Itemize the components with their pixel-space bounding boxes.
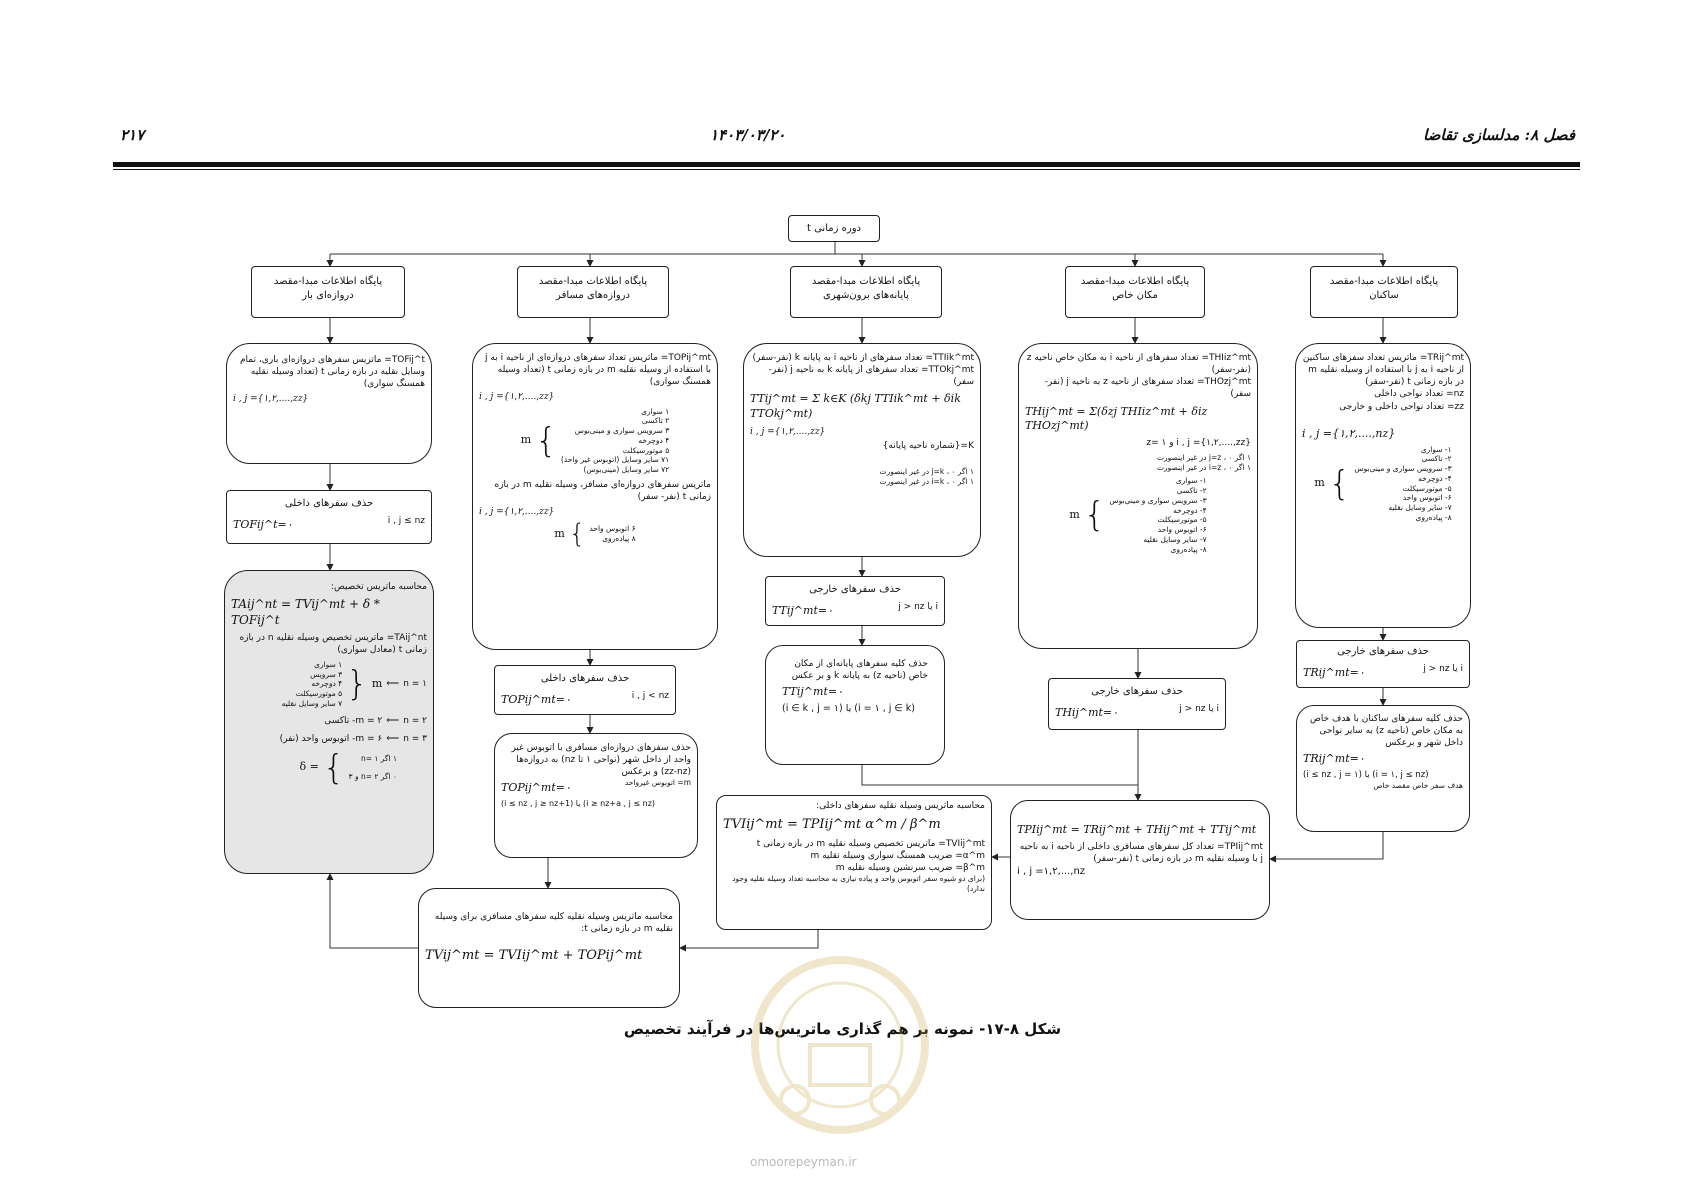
tvi-l3: β^m= ضریب سرنشین وسیله نقلیه m [835,862,985,873]
mode-item: ۷۲ سایر وسایل (مینی‌بوس) [583,465,670,475]
mode-item: ۸ پیاده‌روی [602,534,636,544]
terminal-k: K={شماره ناحیه پایانه} [882,441,974,452]
pgate-m: m [520,433,532,447]
tpi-desc: TPIij^mt= تعداد کل سفرهای مسافری داخلی از ناحیه i به ناحیه j با وسیله نقلیه m در بازه زمانی t (نفر-سفر) [1019,841,1263,864]
special-line1: THIiz^mt= تعداد سفرهای از ناحیه i به مکان خاص ناحیه z (نفر-سفر) [1026,353,1251,376]
assign-n2: n = ۲ [403,715,427,726]
residents-special-cond: (i ≤ nz , j = ۱) یا (i = ۱, j ≤ nz) [1303,770,1429,781]
db-residents-l2: ساکنان [1369,289,1399,301]
special-external-box [1048,678,1226,730]
tvi-matrix-box [716,795,992,930]
residents-m: m [1314,476,1325,490]
delta-case: ۱ اگر n= ۱ [360,754,397,764]
tvi-l4: (برای دو شیوه سفر اتوبوس واحد و پیاده نیازی به محاسبه تعداد وسیله نقلیه وجود ندارد) [732,874,985,893]
fgate-int-title: حذف سفرهای داخلی [284,498,374,509]
tvi-l2: α^m= ضریب همسنگ سواری وسیله نقلیه m [810,850,985,861]
db-terminals-l1: پایگاه اطلاعات مبدا-مقصد [811,276,921,287]
mode-item: ۵- موتورسیکلت [1157,515,1207,525]
residents-matrix-box [1295,343,1471,628]
mode-item: ۵ موتورسیکلت [295,689,343,699]
terminal-d1: ۱ اگر j=k ، ۰ در غیر اینصورت [879,466,974,476]
mode-item: ۱ سواری [314,659,343,669]
db-freight-gates-l1: پایگاه اطلاعات مبدا-مقصد [273,276,383,287]
watermark-text: omoorepeyman.ir [750,1155,857,1169]
figure-caption: شکل ۸-۱۷- نمونه بر هم گذاری ماتریس‌ها در فرآیند تخصیص [623,1020,1062,1038]
tv-matrix-box [418,888,680,1008]
residents-external-box [1296,640,1470,688]
assign-m2: m = ۲- تاکسی [324,715,383,726]
db-residents-l1: پایگاه اطلاعات مبدا-مقصد [1329,276,1439,287]
tpi-formula: TPIij^mt = TRij^mt + THij^mt + TTij^mt [1017,823,1257,836]
special-range: i , j ={۱,۲,....,zz} و z= ۱ [1146,438,1251,449]
pgate-int-title: حذف سفرهای داخلی [540,673,630,684]
double-arrow-icon: ⟸ [386,715,400,726]
mode-item: ۲- تاکسی [1176,486,1207,496]
brace-icon: } [322,747,345,788]
assignment-matrix-box [224,570,434,874]
residents-special-formula: TRij^mt=۰ [1303,752,1365,766]
fgate-matrix-box [226,343,432,464]
special-m: m [1069,508,1080,522]
terminal-formula: TTij^mt = Σ k∈K (δkj TTIik^mt + δik TTOkj^mt) [750,392,961,421]
mode-item: ۶- اتوبوس واحد [1402,493,1452,503]
terminal-special-formula: TTij^mt=۰ [782,685,843,699]
mode-item: ۶- اتوبوس واحد [1157,525,1207,535]
pgate-bus-text: حذف سفرهای دروازه‌ای مسافری با اتوبوس غیر واحد از داخل شهر (نواحی ۱ تا nz) به دروازه‌ها (zz-nz) و برعکس [511,743,691,778]
assign-delta: δ = [299,760,319,774]
residents-range: i , j ={۱,۲,....,nz} [1302,426,1396,440]
fgate-int-formula: TOFij^t=۰ [233,517,293,531]
terminal-external-box [765,576,945,626]
db-freight-gates-l2: دروازه‌ای بار [302,289,354,301]
pgate-int-formula: TOPij^mt=۰ [501,692,571,706]
assign-title: محاسبه ماتریس تخصیص: [330,582,427,592]
mode-item: ۵ موتورسیکلت [622,445,670,455]
db-freight-gates [251,266,405,318]
page-date: ۱۴۰۳/۰۳/۲۰ [710,126,786,144]
pgate-bus-box [494,733,698,858]
chapter-title: فصل ۸: مدلسازی تقاضا [1423,126,1575,144]
mode-item: ۷۱ سایر وسایل (اتوبوس غیر واحد) [560,455,670,465]
tpi-matrix-box [1010,800,1270,920]
watermark-logo-icon [745,950,935,1150]
special-formula: THij^mt = Σ(δzj THIiz^mt + δiz THOzj^mt) [1025,404,1208,433]
terminal-ext-cond: i یا j > nz [898,601,938,612]
db-passenger-gates [517,266,669,318]
db-special-l2: مکان خاص [1112,289,1158,301]
pgate-line1: TOPij^mt= ماتریس تعداد سفرهای دروازه‌ای از ناحیه i به j با استفاده از وسیله نقلیه m در بازه زمانی t (تعداد وسیله همسنگ سواری) [484,353,711,388]
pgate-range2: i , j ={۱,۲,....,zz} [479,507,555,518]
mode-item: ۷- سایر وسایل نقلیه [1143,534,1207,544]
pgate-internal-box [494,665,676,715]
mode-item: ۱- سواری [1420,444,1452,454]
assign-formula: TAij^nt = TVij^mt + δ * TOFij^t [231,597,380,628]
mode-item: ۶ اتوبوس واحد [589,524,636,534]
double-arrow-icon: ⟸ [386,733,400,744]
fgate-range: i , j ={۱,۲,....,zz} [233,394,309,405]
residents-line2: nz= تعداد نواحی داخلی [1374,389,1464,400]
pgate-range: i , j ={۱,۲,....,zz} [479,392,555,403]
mode-item: ۵- موتورسیکلت [1402,483,1452,493]
special-matrix-box [1018,343,1258,649]
residents-ext-title: حذف سفرهای خارجی [1337,646,1429,657]
db-terminals-l2: پایانه‌های برون‌شهری [823,289,909,301]
pgate-modes2 [589,524,635,544]
assign-m3: m = ۶- اتوبوس واحد (نفر) [279,733,383,744]
residents-line3: zz= تعداد نواحی داخلی و خارجی [1339,401,1464,412]
mode-item: ۳ سرویس سواری و مینی‌بوس [574,426,670,436]
db-passenger-gates-l1: پایگاه اطلاعات مبدا-مقصد [538,276,648,287]
mode-item: ۴- دوچرخه [1418,473,1452,483]
time-period-node: دوره زمانی t [788,215,880,242]
terminal-line2: TTOkj^mt= تعداد سفرهای از پایانه k به ناحیه j (نفر-سفر) [768,365,974,388]
mode-item: ۱- سواری [1175,476,1207,486]
pgate-int-cond: i , j < nz [631,690,669,701]
terminal-special-box [765,645,945,765]
terminal-range: i , j ={۱,۲,....,zz} [750,427,826,438]
db-special-l1: پایگاه اطلاعات مبدا-مقصد [1080,276,1190,287]
pgate-matrix-box [472,343,718,650]
residents-special-box [1296,705,1470,832]
mode-item: ۳ سرویس [310,669,343,679]
residents-modes [1354,445,1451,523]
brace-icon: } [535,420,557,461]
terminal-ext-formula: TTij^mt=۰ [772,603,833,617]
brace-icon: } [1083,495,1106,536]
db-passenger-gates-l2: دروازه‌های مسافر [556,289,630,301]
mode-item: ۲- تاکسی [1421,454,1452,464]
residents-ext-formula: TRij^mt=۰ [1303,665,1365,679]
terminal-matrix-box [743,343,981,557]
pgate-m2: m [554,526,565,540]
terminal-line1: TTIik^mt= تعداد سفرهای از ناحیه i به پایانه k (نفر-سفر) [752,353,974,363]
mode-item: ۴- دوچرخه [1173,505,1207,515]
residents-ext-cond: i یا j > nz [1423,663,1463,674]
fgate-internal-box [226,490,432,544]
fgate-line1: TOFij^t= ماتریس سفرهای دروازه‌ای باری، تمام وسایل نقلیه در بازه زمانی t (تعداد وسیله نقلیه همسنگ سواری) [239,355,425,390]
mode-item: ۴ دوچرخه [638,435,670,445]
mode-item: ۷- سایر وسایل نقلیه [1388,503,1452,513]
terminal-d2: ۱ اگر i=k ، ۰ در غیر اینصورت [879,476,974,486]
mode-item: ۳- سرویس سواری و مینی‌بوس [1354,464,1452,474]
tvi-l1: TVIij^mt= ماتریس تخصیص وسیله نقلیه m در بازه زمانی t [756,838,985,849]
assign-desc: TAij^nt= ماتریس تخصیص وسیله نقلیه n در بازه زمانی t (معادل سواری) [239,632,427,655]
special-ext-formula: THij^mt=۰ [1055,705,1119,719]
assign-n3: n = ۳ [403,733,427,744]
special-line2: THOzj^mt= تعداد سفرهای از ناحیه z به ناحیه j (نفر-سفر) [1044,377,1251,400]
pgate-bus-cond: (i ≤ nz , j ≥ nz+1) یا (i ≥ nz+a , j ≤ nz) [501,799,656,809]
tv-text: محاسبه ماتریس وسیله نقلیه کلیه سفرهای مسافری برای وسیله نقلیه m در بازه زمانی t: [434,912,673,935]
special-ext-title: حذف سفرهای خارجی [1091,686,1183,697]
terminal-special-cond: (i ∈ k , j = ۱) یا (i = ۱ , j ∈ k) [782,703,915,715]
assign-modes [282,660,343,709]
brace-icon: } [568,519,586,550]
residents-special-note: هدف سفر خاص مقصد خاص [1373,781,1463,791]
assign-n1: n = ۱ [403,679,427,690]
mode-item: ۸- پیاده‌روی [1170,544,1207,554]
tvi-title: محاسبه ماتریس وسیله نقلیه سفرهای داخلی: [816,801,985,811]
special-modes [1109,476,1206,554]
mode-item: ۷ سایر وسایل نقلیه [281,698,343,708]
mode-item: ۸- پیاده‌روی [1415,512,1452,522]
pgate-bus-mval: m= اتوبوس غیرواحد [624,778,691,788]
mode-item: ۴ دوچرخه [311,679,343,689]
tv-formula: TVij^mt = TVIij^mt + TOPij^mt [425,948,643,964]
delta-case: ۰ اگر n= ۲ و ۳ [348,771,397,781]
assign-delta-cases [349,754,397,782]
residents-line1: TRij^mt= ماتریس تعداد سفرهای ساکنین از ناحیه i به j با استفاده از وسیله نقلیه m در بازه زمانی t (نفر-سفر) [1302,353,1464,388]
tpi-range: i , j =۱,۲,...,nz [1017,866,1086,878]
pgate-modes [561,407,669,475]
special-d2: ۱ اگر i=z ، ۰ در غیر اینصورت [1156,462,1251,472]
pgate-bus-formula: TOPij^mt=۰ [501,781,571,795]
residents-special-text: حذف کلیه سفرهای ساکنان با هدف خاص به مکان خاص (ناحیه z) به سایر نواحی داخل شهر و برعکس [1309,714,1463,749]
db-residents [1310,266,1458,318]
db-special [1065,266,1205,318]
assign-m1: m [371,676,383,690]
brace-icon: } [1328,463,1351,504]
pgate-line2: ماتریس سفرهای دروازه‌ای مسافر، وسیله نقلیه m در بازه زمانی t (نفر- سفر) [494,479,711,502]
mode-item: ۳- سرویس سواری و مینی‌بوس [1109,495,1207,505]
db-terminals [790,266,942,318]
brace-icon: { [346,664,368,705]
tvi-formula: TVIij^mt = TPIij^mt α^m / β^m [723,817,941,833]
terminal-special-text: حذف کلیه سفرهای پایانه‌ای از مکان خاص (ناحیه z) به پایانه k و بر عکس [791,659,928,682]
special-ext-cond: i یا j > nz [1179,703,1219,714]
page-number: ۲۱۷ [120,126,145,144]
special-d1: ۱ اگر j=z ، ۰ در غیر اینصورت [1156,452,1251,462]
mode-item: ۱ سواری [641,406,670,416]
mode-item: ۲ تاکسی [641,416,670,426]
double-arrow-icon: ⟸ [386,679,400,690]
terminal-ext-title: حذف سفرهای خارجی [809,584,901,595]
fgate-int-cond: i , j ≤ nz [387,515,425,526]
